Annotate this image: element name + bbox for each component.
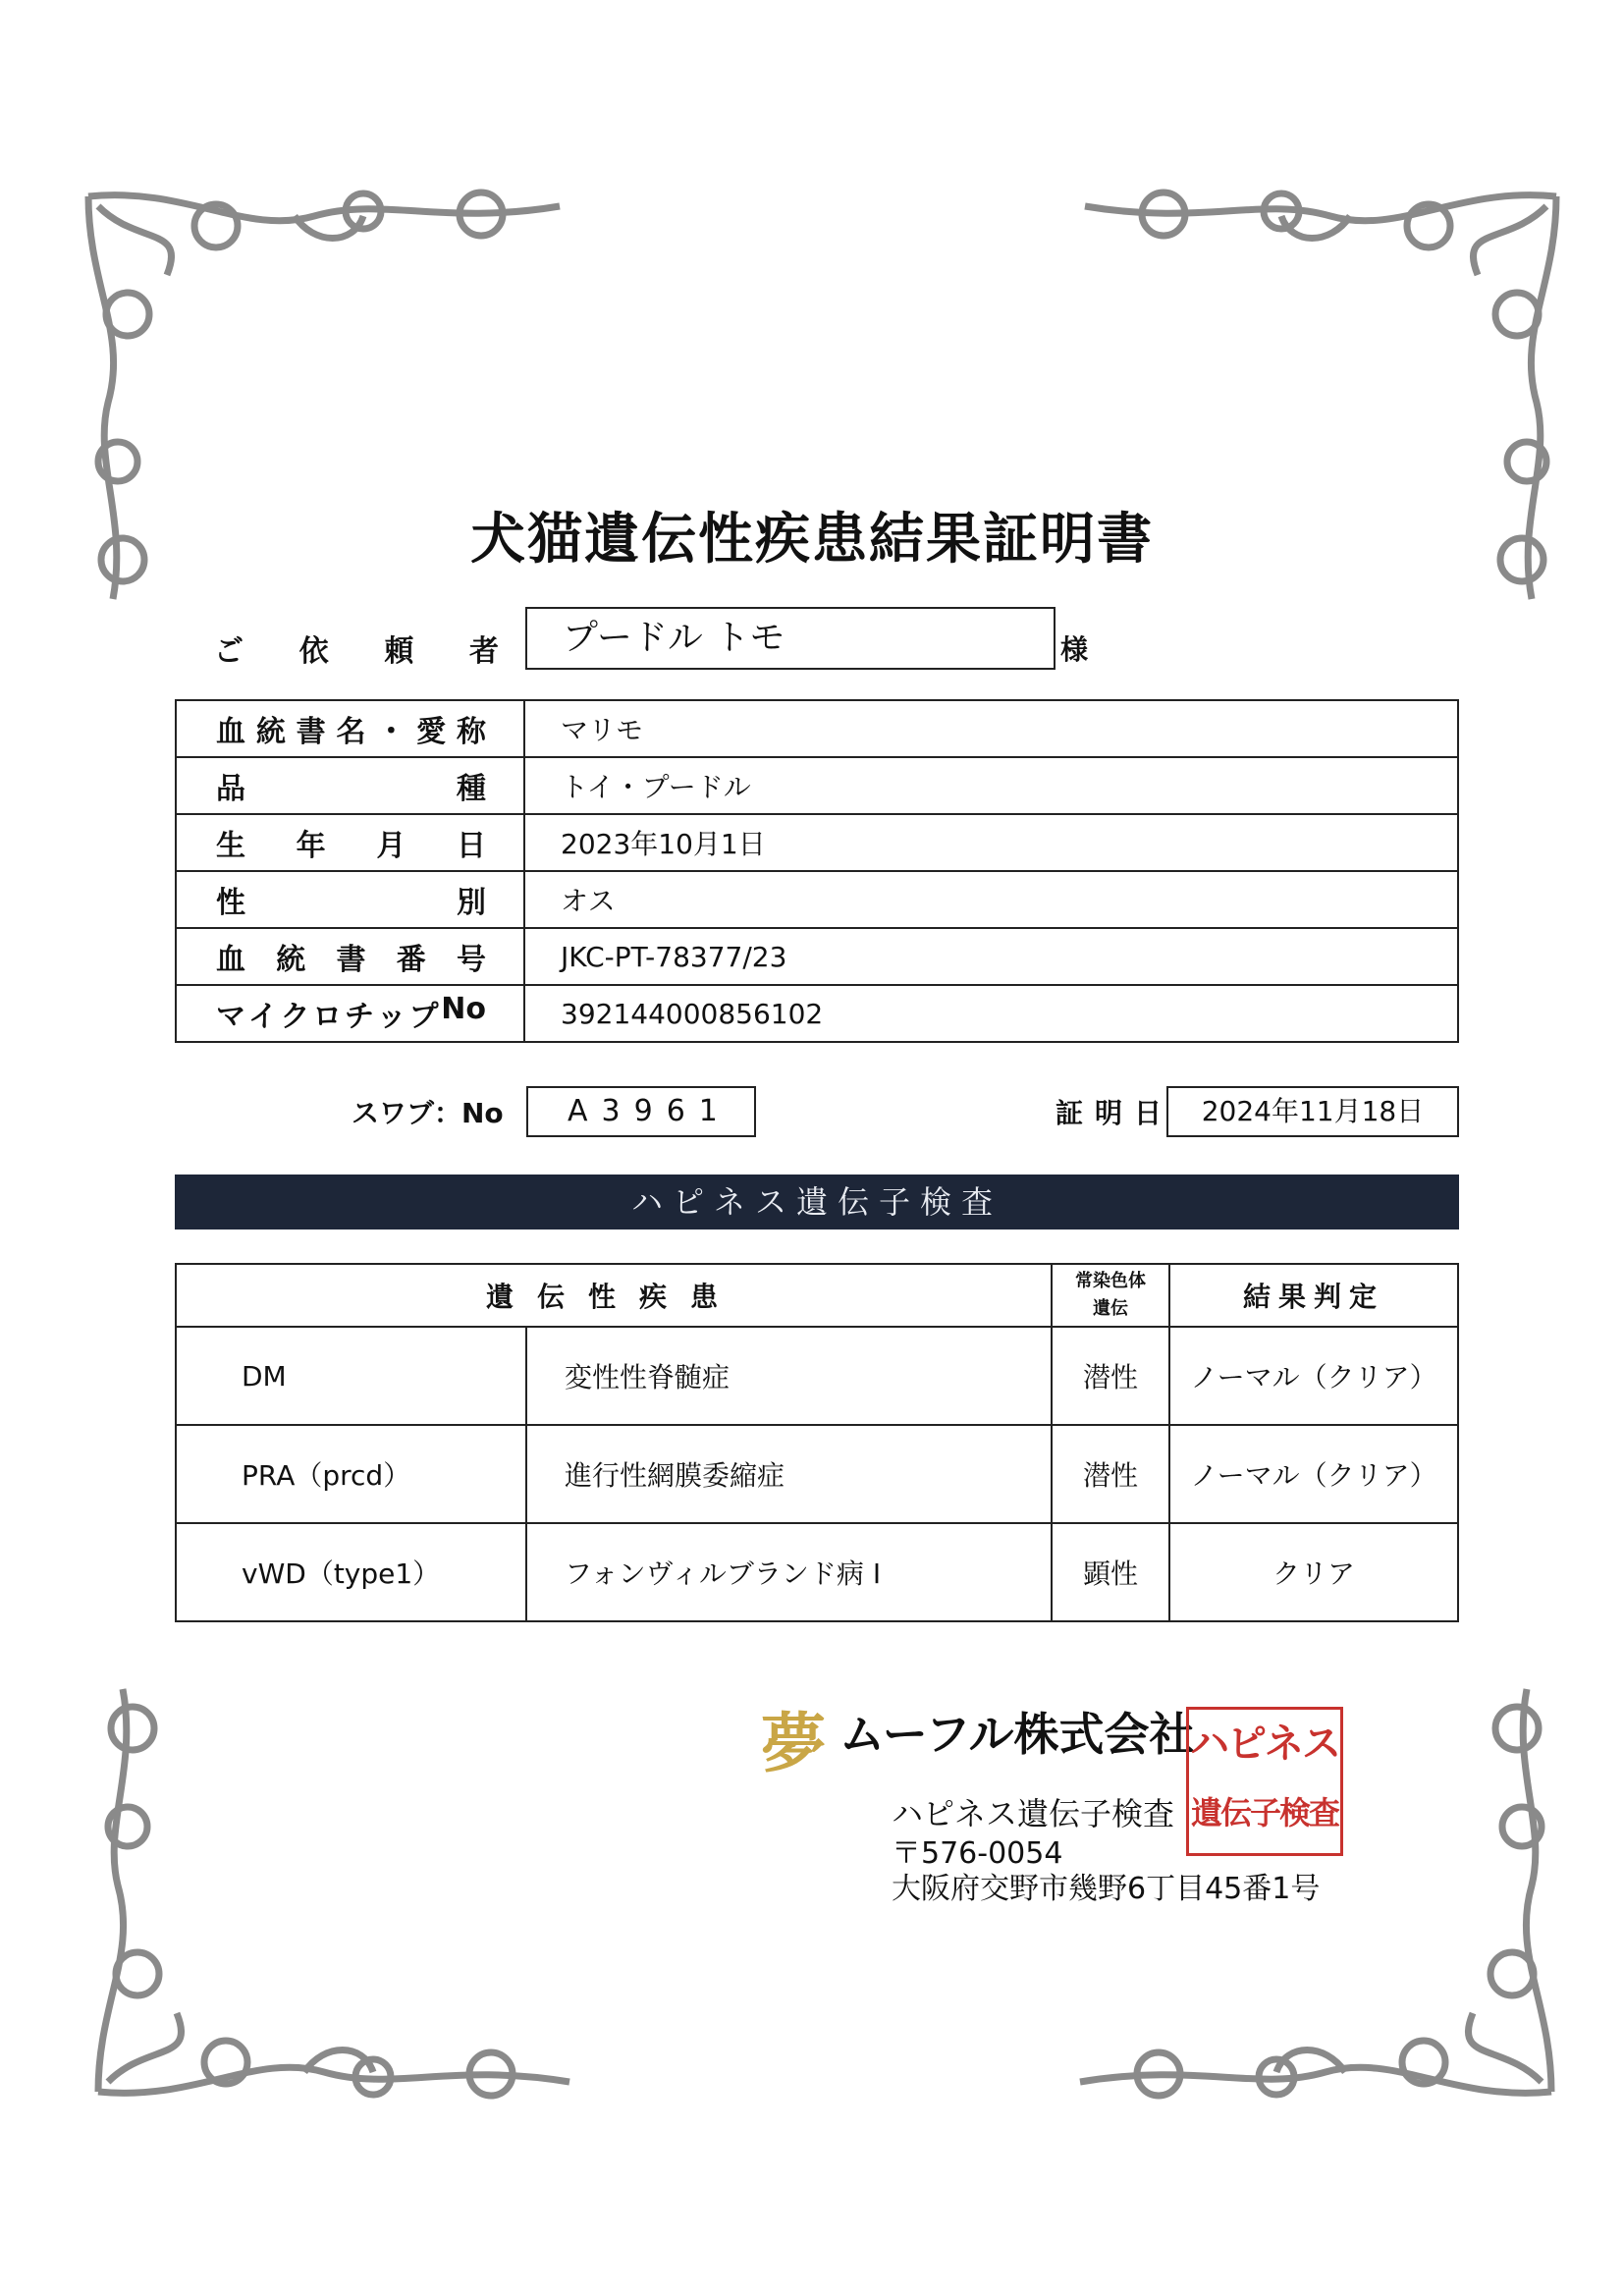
inheritance: 潜性 [1052, 1327, 1169, 1425]
table-row [176, 1327, 1458, 1425]
certificate-title: 犬猫遺伝性疾患結果証明書 [470, 508, 1154, 572]
pedigree-info-table [175, 699, 1459, 1043]
result: ノーマル（クリア） [1169, 1425, 1458, 1523]
info-row-pedigree-number [176, 928, 1458, 985]
info-label: 生 年 月 日 [216, 829, 486, 863]
info-value: 2023年10月1日 [524, 814, 1458, 871]
disease-name: フォンヴィルブランド病 I [526, 1523, 1052, 1621]
info-value: マリモ [524, 700, 1458, 757]
requester-name: プードル トモ [525, 607, 1056, 670]
header-result: 結果判定 [1169, 1264, 1458, 1327]
info-row-breed [176, 757, 1458, 814]
info-value: JKC-PT-78377/23 [524, 928, 1458, 985]
info-label: 血 統 書 番 号 [216, 943, 486, 977]
company-postal: 〒576-0054 [892, 1836, 1063, 1871]
info-label: マ イ ク ロ チ ッ プ No [216, 992, 486, 1034]
info-row-sex [176, 871, 1458, 928]
requester-suffix: 様 [1060, 633, 1089, 666]
requester-row [206, 607, 1188, 676]
results-header [176, 1264, 1458, 1327]
disease-name: 進行性網膜委縮症 [526, 1425, 1052, 1523]
info-value: 392144000856102 [524, 985, 1458, 1042]
disease-code: PRA（prcd） [176, 1425, 526, 1523]
swab-number: A3961 [526, 1086, 756, 1137]
info-value: トイ・プードル [524, 757, 1458, 814]
table-row [176, 1425, 1458, 1523]
dream-logo-icon: 夢 [761, 1705, 826, 1781]
info-label: 性 別 [216, 886, 486, 920]
result: クリア [1169, 1523, 1458, 1621]
info-label: 血 統 書 名 ・ 愛 称 [216, 715, 486, 749]
info-label: 品 種 [216, 772, 486, 806]
results-table [175, 1263, 1459, 1622]
certificate-date-label: 証明日 [1056, 1097, 1174, 1129]
company-division: ハピネス遺伝子検査 [892, 1795, 1175, 1832]
header-inheritance: 常染色体 遺伝 [1052, 1264, 1169, 1327]
certificate-date: 2024年11月18日 [1166, 1086, 1459, 1137]
header-disease: 遺伝性疾患 [176, 1264, 1052, 1327]
info-row-microchip [176, 985, 1458, 1042]
ornament-bottom-left [79, 1669, 589, 2121]
section-banner: ハピネス遺伝子検査 [175, 1175, 1459, 1229]
company-logo [761, 1699, 1195, 1781]
disease-code: vWD（type1） [176, 1523, 526, 1621]
requester-label: ご 依 頼 者 [214, 634, 499, 669]
inheritance: 潜性 [1052, 1425, 1169, 1523]
disease-code: DM [176, 1327, 526, 1425]
info-row-pedigree-name [176, 700, 1458, 757]
info-row-birthdate [176, 814, 1458, 871]
result: ノーマル（クリア） [1169, 1327, 1458, 1425]
company-address: 大阪府交野市幾野6丁目45番1号 [892, 1872, 1321, 1906]
disease-name: 変性性脊髄症 [526, 1327, 1052, 1425]
inheritance: 顕性 [1052, 1523, 1169, 1621]
company-name: ムーフル株式会社 [839, 1708, 1195, 1761]
table-row [176, 1523, 1458, 1621]
info-value: オス [524, 871, 1458, 928]
swab-label: スワブ：No [352, 1097, 504, 1129]
company-seal: ハピネス 遺伝子検査 [1186, 1707, 1343, 1856]
